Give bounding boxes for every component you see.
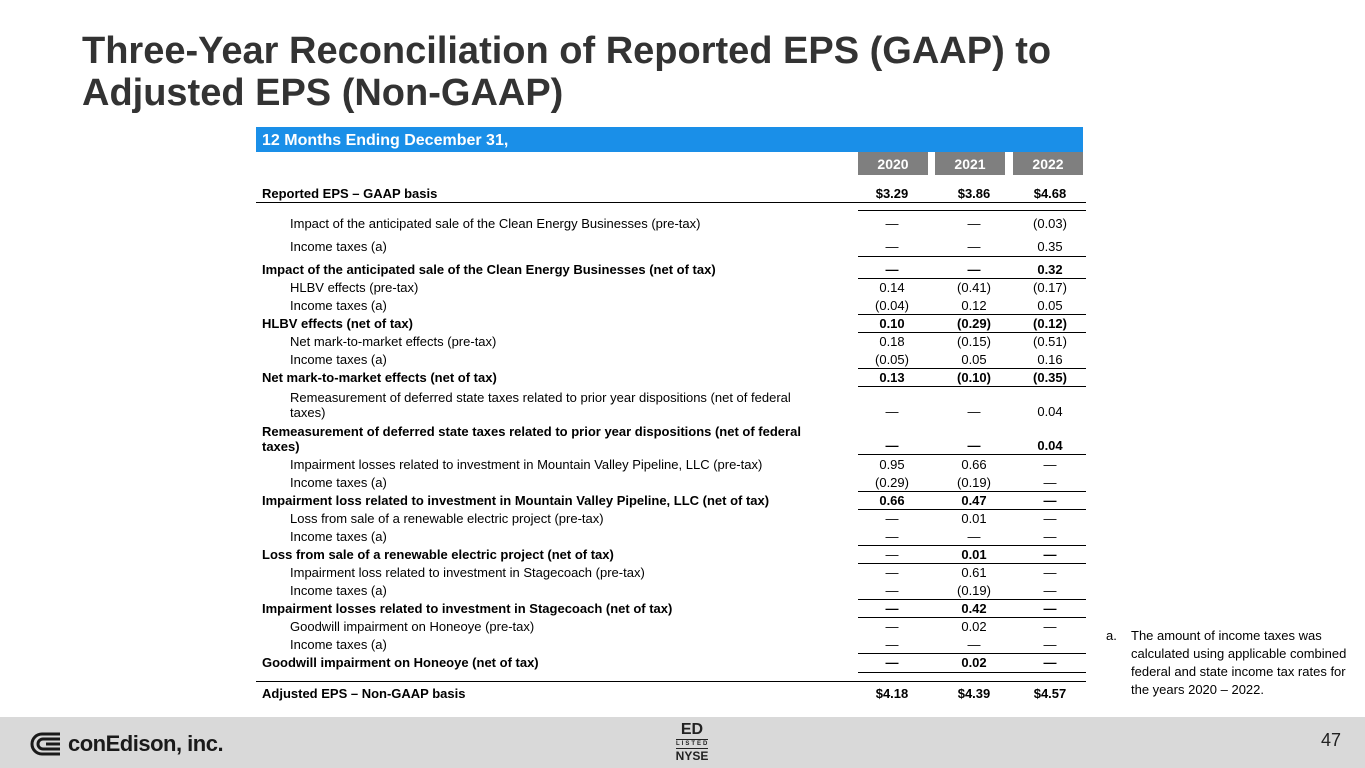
divider xyxy=(858,563,1086,564)
value-2021: 0.61 xyxy=(961,565,987,580)
value-2022: 0.04 xyxy=(1037,404,1063,419)
value-2020: $4.18 xyxy=(875,686,909,701)
value-2021: — xyxy=(967,239,981,254)
value-2021: 0.42 xyxy=(961,601,987,616)
value-2020: — xyxy=(885,216,899,231)
value-2022: 0.32 xyxy=(1037,262,1063,277)
row-label: HLBV effects (net of tax) xyxy=(262,316,413,331)
value-2021: (0.10) xyxy=(957,370,991,385)
row-label: Adjusted EPS – Non-GAAP basis xyxy=(262,686,466,701)
value-2021: (0.41) xyxy=(957,280,991,295)
value-2021: (0.19) xyxy=(957,475,991,490)
divider xyxy=(858,653,1086,654)
row-label: Reported EPS – GAAP basis xyxy=(262,186,438,201)
row-label: Impairment losses related to investment in Mountain Valley Pipeline, LLC (pre-tax) xyxy=(290,457,763,472)
value-2021: (0.29) xyxy=(957,316,991,331)
value-2022: (0.35) xyxy=(1033,370,1067,385)
value-2022: — xyxy=(1043,475,1057,490)
value-2020: (0.29) xyxy=(875,475,909,490)
value-2022: (0.12) xyxy=(1033,316,1067,331)
divider xyxy=(858,545,1086,546)
row-label: Impact of the anticipated sale of the Clean Energy Businesses (net of tax) xyxy=(262,262,716,277)
value-2021: — xyxy=(967,438,981,453)
value-2020: 0.18 xyxy=(879,334,905,349)
value-2022: 0.16 xyxy=(1037,352,1063,367)
value-2020: 0.14 xyxy=(879,280,905,295)
row-label-line-2: taxes) xyxy=(290,405,326,420)
value-2020: — xyxy=(885,583,899,598)
row-label: Impairment losses related to investment in Stagecoach (net of tax) xyxy=(262,601,673,616)
value-2020: — xyxy=(885,262,899,277)
value-2022: — xyxy=(1043,619,1057,634)
value-2021: 0.05 xyxy=(961,352,987,367)
value-2021: 0.47 xyxy=(961,493,987,508)
value-2021: 0.66 xyxy=(961,457,987,472)
divider xyxy=(858,599,1086,600)
row-label: Income taxes (a) xyxy=(290,583,387,598)
value-2022: — xyxy=(1043,601,1057,616)
divider xyxy=(858,256,1086,257)
row-label: Impact of the anticipated sale of the Clean Energy Businesses (pre-tax) xyxy=(290,216,701,231)
divider xyxy=(858,278,1086,279)
row-label: Goodwill impairment on Honeoye (net of tax) xyxy=(262,655,539,670)
value-2022: — xyxy=(1043,655,1057,670)
page-title xyxy=(82,30,1182,114)
nyse-listed-badge xyxy=(672,722,712,762)
value-2021: 0.01 xyxy=(961,511,987,526)
value-2022: $4.57 xyxy=(1033,686,1067,701)
value-2021: (0.19) xyxy=(957,583,991,598)
value-2022: — xyxy=(1043,637,1057,652)
value-2020: — xyxy=(885,565,899,580)
value-2020: 0.66 xyxy=(879,493,905,508)
divider xyxy=(858,386,1086,387)
year-header-2021: 2021 xyxy=(935,152,1005,175)
row-label: Net mark-to-market effects (net of tax) xyxy=(262,370,497,385)
row-label-line-1: Remeasurement of deferred state taxes related to prior year dispositions (net of federal xyxy=(262,424,801,439)
value-2022: 0.04 xyxy=(1037,438,1063,453)
value-2021: $3.86 xyxy=(957,186,991,201)
value-2022: 0.35 xyxy=(1037,239,1063,254)
value-2021: — xyxy=(967,262,981,277)
value-2022: — xyxy=(1043,511,1057,526)
value-2022: $4.68 xyxy=(1033,186,1067,201)
value-2022: — xyxy=(1043,565,1057,580)
divider xyxy=(858,314,1086,315)
value-2021: $4.39 xyxy=(957,686,991,701)
row-label: Goodwill impairment on Honeoye (pre-tax) xyxy=(290,619,535,634)
ticker-symbol: ED xyxy=(680,721,704,738)
value-2020: — xyxy=(885,239,899,254)
footnote-text: The amount of income taxes was calculated using applicable combined federal and state income tax rates for the years 2020 – 2022. xyxy=(1131,628,1347,697)
value-2020: — xyxy=(885,547,899,562)
value-2022: — xyxy=(1043,493,1057,508)
row-label: Net mark-to-market effects (pre-tax) xyxy=(290,334,497,349)
divider xyxy=(858,617,1086,618)
value-2022: 0.05 xyxy=(1037,298,1063,313)
row-label: Impairment loss related to investment in Stagecoach (pre-tax) xyxy=(290,565,645,580)
table-header-bar: 12 Months Ending December 31, xyxy=(256,127,1083,152)
row-label xyxy=(290,390,791,420)
divider xyxy=(858,454,1086,455)
listed-label: LISTED xyxy=(676,741,710,747)
row-label-line-1: Remeasurement of deferred state taxes related to prior year dispositions (net of federal xyxy=(290,390,791,405)
year-header-2022: 2022 xyxy=(1013,152,1083,175)
row-label: Impairment loss related to investment in Mountain Valley Pipeline, LLC (net of tax) xyxy=(262,493,770,508)
divider xyxy=(858,672,1086,673)
value-2020: $3.29 xyxy=(875,186,909,201)
row-label: Income taxes (a) xyxy=(290,529,387,544)
value-2020: — xyxy=(885,655,899,670)
row-label: Income taxes (a) xyxy=(290,298,387,313)
value-2020: — xyxy=(885,637,899,652)
value-2022: — xyxy=(1043,457,1057,472)
value-2020: — xyxy=(885,601,899,616)
divider xyxy=(858,491,1086,492)
value-2021: (0.15) xyxy=(957,334,991,349)
row-label-line-2: taxes) xyxy=(262,439,300,454)
value-2021: 0.01 xyxy=(961,547,987,562)
footnote-mark: a. xyxy=(1106,628,1117,643)
divider xyxy=(858,210,1086,211)
exchange-name: NYSE xyxy=(675,749,709,763)
row-label: HLBV effects (pre-tax) xyxy=(290,280,419,295)
value-2022: — xyxy=(1043,529,1057,544)
value-2020: — xyxy=(885,438,899,453)
value-2020: (0.04) xyxy=(875,298,909,313)
row-label: Income taxes (a) xyxy=(290,475,387,490)
value-2020: — xyxy=(885,404,899,419)
divider xyxy=(858,368,1086,369)
row-label: Loss from sale of a renewable electric project (pre-tax) xyxy=(290,511,604,526)
value-2022: (0.03) xyxy=(1033,216,1067,231)
value-2020: (0.05) xyxy=(875,352,909,367)
value-2021: 0.02 xyxy=(961,619,987,634)
value-2021: — xyxy=(967,637,981,652)
value-2020: 0.10 xyxy=(879,316,905,331)
divider xyxy=(858,332,1086,333)
value-2020: — xyxy=(885,619,899,634)
value-2022: — xyxy=(1043,583,1057,598)
value-2021: — xyxy=(967,529,981,544)
row-label xyxy=(262,424,801,454)
page-title-line-2: Adjusted EPS (Non-GAAP) xyxy=(82,72,564,114)
value-2020: — xyxy=(885,529,899,544)
value-2020: 0.95 xyxy=(879,457,905,472)
company-logo xyxy=(30,727,223,761)
value-2020: 0.13 xyxy=(879,370,905,385)
value-2022: (0.51) xyxy=(1033,334,1067,349)
row-label: Loss from sale of a renewable electric project (net of tax) xyxy=(262,547,614,562)
value-2022: — xyxy=(1043,547,1057,562)
logo-text: conEdison, inc. xyxy=(68,731,224,756)
con-edison-logo-icon xyxy=(30,730,64,758)
value-2021: — xyxy=(967,216,981,231)
row-label: Income taxes (a) xyxy=(290,239,387,254)
divider xyxy=(256,202,1086,203)
value-2022: (0.17) xyxy=(1033,280,1067,295)
value-2021: — xyxy=(967,404,981,419)
page-number: 47 xyxy=(1320,730,1341,750)
value-2021: 0.02 xyxy=(961,655,987,670)
value-2021: 0.12 xyxy=(961,298,987,313)
value-2020: — xyxy=(885,511,899,526)
divider xyxy=(256,681,1086,682)
page-title-line-1: Three-Year Reconciliation of Reported EPS (GAAP) to xyxy=(82,30,1052,72)
footnote xyxy=(1106,627,1351,699)
divider xyxy=(858,509,1086,510)
row-label: Income taxes (a) xyxy=(290,637,387,652)
year-header-2020: 2020 xyxy=(858,152,928,175)
row-label: Income taxes (a) xyxy=(290,352,387,367)
